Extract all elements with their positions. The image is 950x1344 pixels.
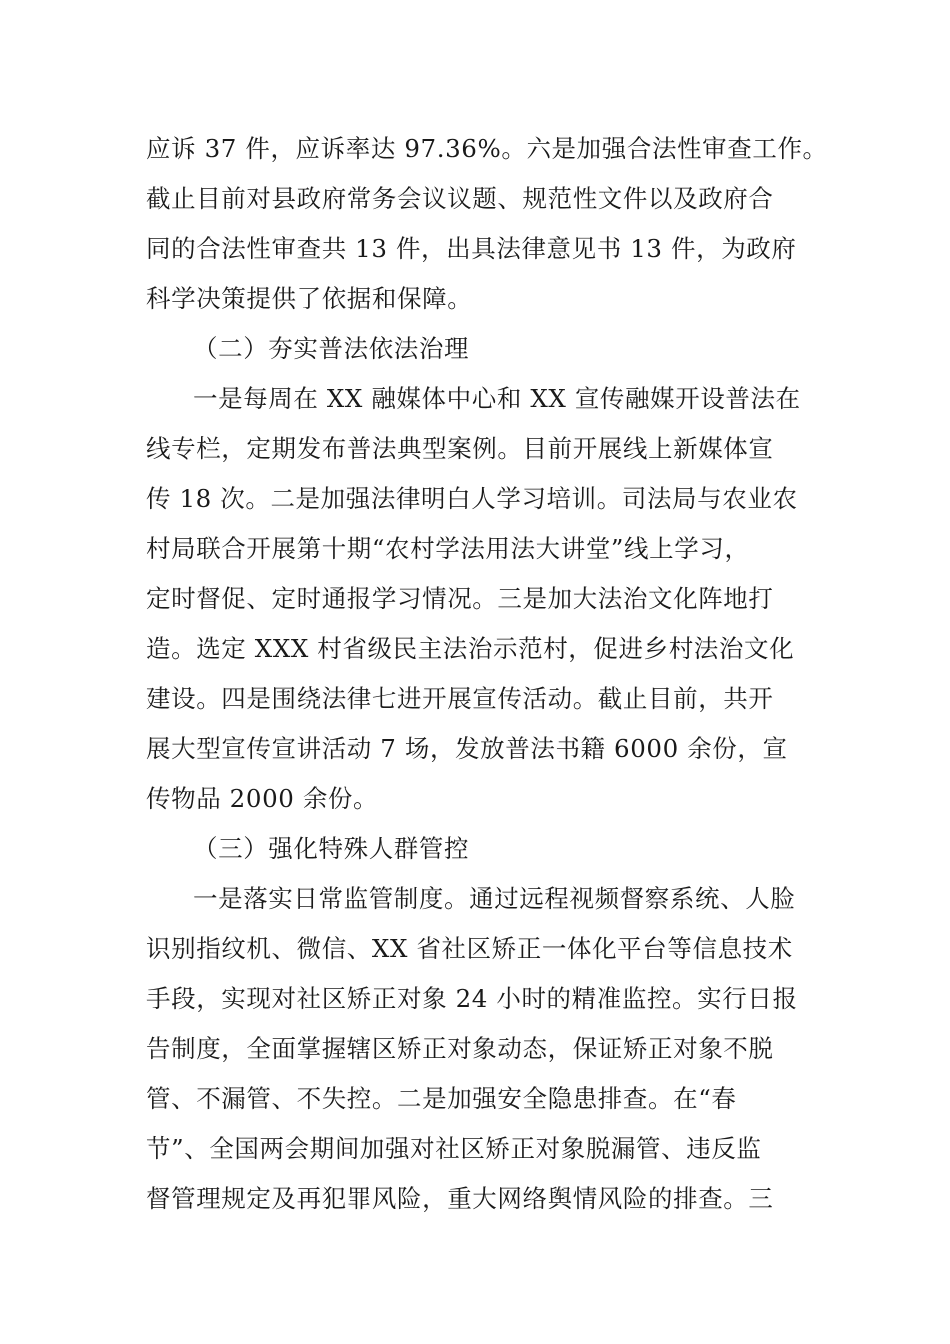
body-line: 应诉 37 件，应诉率达 97.36%。六是加强合法性审查工作。 xyxy=(146,134,828,163)
body-line: 展大型宣传宣讲活动 7 场，发放普法书籍 6000 余份，宣 xyxy=(146,734,788,763)
section-heading-3: （三）强化特殊人群管控 xyxy=(193,834,470,863)
body-line: 督管理规定及再犯罪风险，重大网络舆情风险的排查。三 xyxy=(146,1184,774,1213)
body-line: 建设。四是围绕法律七进开展宣传活动。截止目前，共开 xyxy=(146,684,774,713)
body-line: 传 18 次。二是加强法律明白人学习培训。司法局与农业农 xyxy=(146,484,798,513)
body-line: 手段，实现对社区矫正对象 24 小时的精准监控。实行日报 xyxy=(146,984,798,1013)
body-line: 村局联合开展第十期“农村学法用法大讲堂”线上学习， xyxy=(146,534,750,563)
body-line: 同的合法性审查共 13 件，出具法律意见书 13 件，为政府 xyxy=(146,234,797,263)
body-line: 管、不漏管、不失控。二是加强安全隐患排查。在“春 xyxy=(146,1084,737,1113)
body-line: 传物品 2000 余份。 xyxy=(146,784,379,813)
body-line: 科学决策提供了依据和保障。 xyxy=(146,284,473,313)
body-line: 造。选定 XXX 村省级民主法治示范村，促进乡村法治文化 xyxy=(146,634,795,663)
document-body xyxy=(146,124,828,1224)
body-line: 识别指纹机、微信、XX 省社区矫正一体化平台等信息技术 xyxy=(146,934,793,963)
paragraph-start-line: 一是落实日常监管制度。通过远程视频督察系统、人脸 xyxy=(193,884,796,913)
body-line: 节”、全国两会期间加强对社区矫正对象脱漏管、违反监 xyxy=(146,1134,762,1163)
body-line: 线专栏，定期发布普法典型案例。目前开展线上新媒体宣 xyxy=(146,434,774,463)
body-line: 告制度，全面掌握辖区矫正对象动态，保证矫正对象不脱 xyxy=(146,1034,774,1063)
body-line: 截止目前对县政府常务会议议题、规范性文件以及政府合 xyxy=(146,184,774,213)
body-line: 定时督促、定时通报学习情况。三是加大法治文化阵地打 xyxy=(146,584,774,613)
paragraph-start-line: 一是每周在 XX 融媒体中心和 XX 宣传融媒开设普法在 xyxy=(193,384,801,413)
section-heading-2: （二）夯实普法依法治理 xyxy=(193,334,470,363)
